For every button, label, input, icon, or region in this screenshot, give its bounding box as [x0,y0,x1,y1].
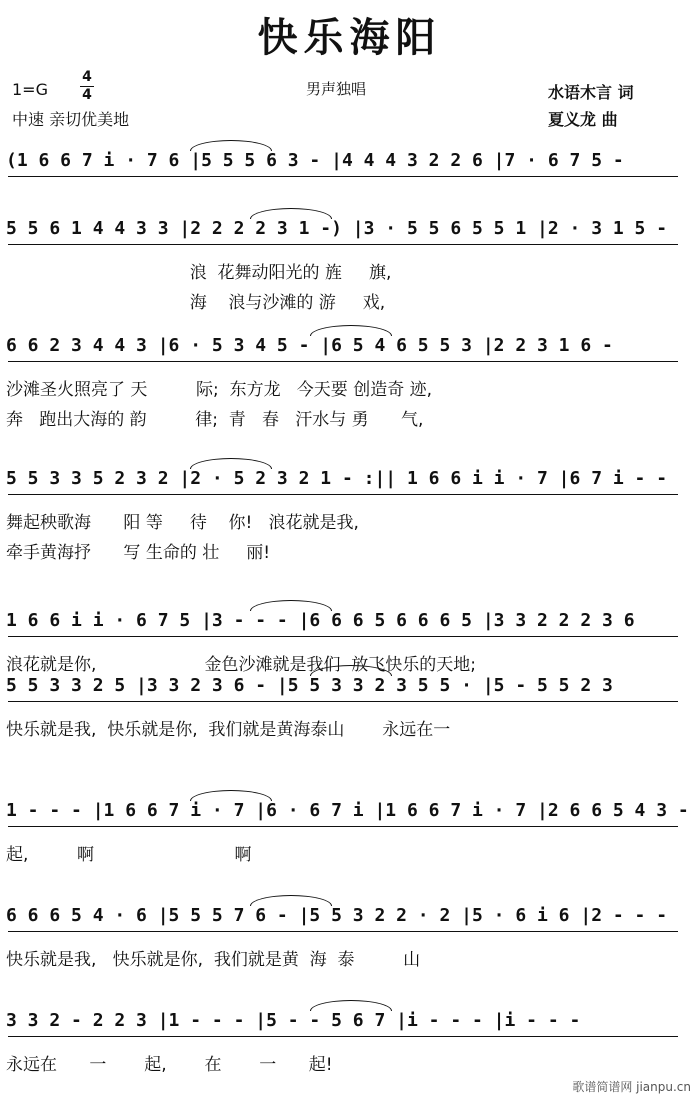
lyric-line: 沙滩圣火照亮了 天 际; 东方龙 今天要 创造奇 迹, [6,380,432,400]
beam-line [8,701,678,702]
notation-line: 1 6 6 i i · 6 7 5 |3 - - - |6 6 6 5 6 6 6 5 |3 3 2 2 2 3 6 [6,610,635,631]
tempo-marking: 中速 亲切优美地 [12,110,130,129]
slur-mark [190,458,272,469]
lyric-line: 浪 花舞动阳光的 旌 旗, [6,263,392,283]
notation-line: (1 6 6 7 i · 7 6 |5 5 5 6 3 - |4 4 4 3 2 2 6 |7 · 6 7 5 - [6,150,624,171]
lyric-line: 浪花就是你, 金色沙滩就是我们 放飞快乐的天地; [6,655,477,675]
lyric-line: 快乐就是我, 快乐就是你, 我们就是黄 海 泰 山 [6,950,421,970]
notation-line: 6 6 2 3 4 4 3 |6 · 5 3 4 5 - |6 5 4 6 5 5 3 |2 2 3 1 6 - [6,335,613,356]
beam-line [8,494,678,495]
site-watermark: 歌谱简谱网 jianpu.cn [572,1080,691,1094]
notation-line: 1 - - - |1 6 6 7 i · 7 |6 · 6 7 i |1 6 6 7 i · 7 |2 6 6 5 4 3 - [6,800,689,821]
notation-line: 5 5 3 3 5 2 3 2 |2 · 5 2 3 2 1 - :|| 1 6 6 i i · 7 |6 7 i - - [6,468,668,489]
slur-mark [250,895,332,906]
slur-mark [250,208,332,219]
beam-line [8,361,678,362]
notation-line: 5 5 6 1 4 4 3 3 |2 2 2 2 3 1 -) |3 · 5 5 6 5 5 1 |2 · 3 1 5 - [6,218,668,239]
lyric-line: 舞起秧歌海 阳 等 待 你! 浪花就是我, [6,513,359,533]
lyric-line: 奔 跑出大海的 韵 律; 青 春 汗水与 勇 气, [6,410,424,430]
beam-line [8,931,678,932]
song-title: 快乐海阳 [257,15,442,61]
lyric-line: 快乐就是我, 快乐就是你, 我们就是黄海泰山 永远在一 [6,720,451,740]
beam-line [8,826,678,827]
notation-line: 6 6 6 5 4 · 6 |5 5 5 7 6 - |5 5 3 2 2 · 2 |5 · 6 i 6 |2 - - - [6,905,668,926]
beam-line [8,1036,678,1037]
lyric-line: 起, 啊 啊 [6,845,252,865]
time-signature-bottom: 4 [82,87,92,103]
time-signature [80,70,94,103]
beam-line [8,636,678,637]
performance-type: 男声独唱 [306,80,367,98]
lyric-line: 海 浪与沙滩的 游 戏, [6,293,386,313]
composer-credit: 夏义龙 曲 [548,110,618,129]
slur-mark [310,325,392,336]
lyric-line: 牵手黄海抒 写 生命的 壮 丽! [6,543,271,563]
slur-mark [250,600,332,611]
lyric-line: 永远在 一 起, 在 一 起! [6,1055,333,1075]
key-signature: 1=G [12,80,48,99]
notation-line: 5 5 3 3 2 5 |3 3 2 3 6 - |5 5 3 3 2 3 5 5 · |5 - 5 5 2 3 [6,675,613,696]
lyricist-credit: 水语木言 词 [548,83,634,102]
beam-line [8,244,678,245]
notation-line: 3 3 2 - 2 2 3 |1 - - - |5 - - 5 6 7 |i - - - |i - - - [6,1010,581,1031]
beam-line [8,176,678,177]
time-signature-top: 4 [82,69,92,85]
slur-mark [190,790,272,801]
slur-mark [190,140,272,151]
slur-mark [310,1000,392,1011]
